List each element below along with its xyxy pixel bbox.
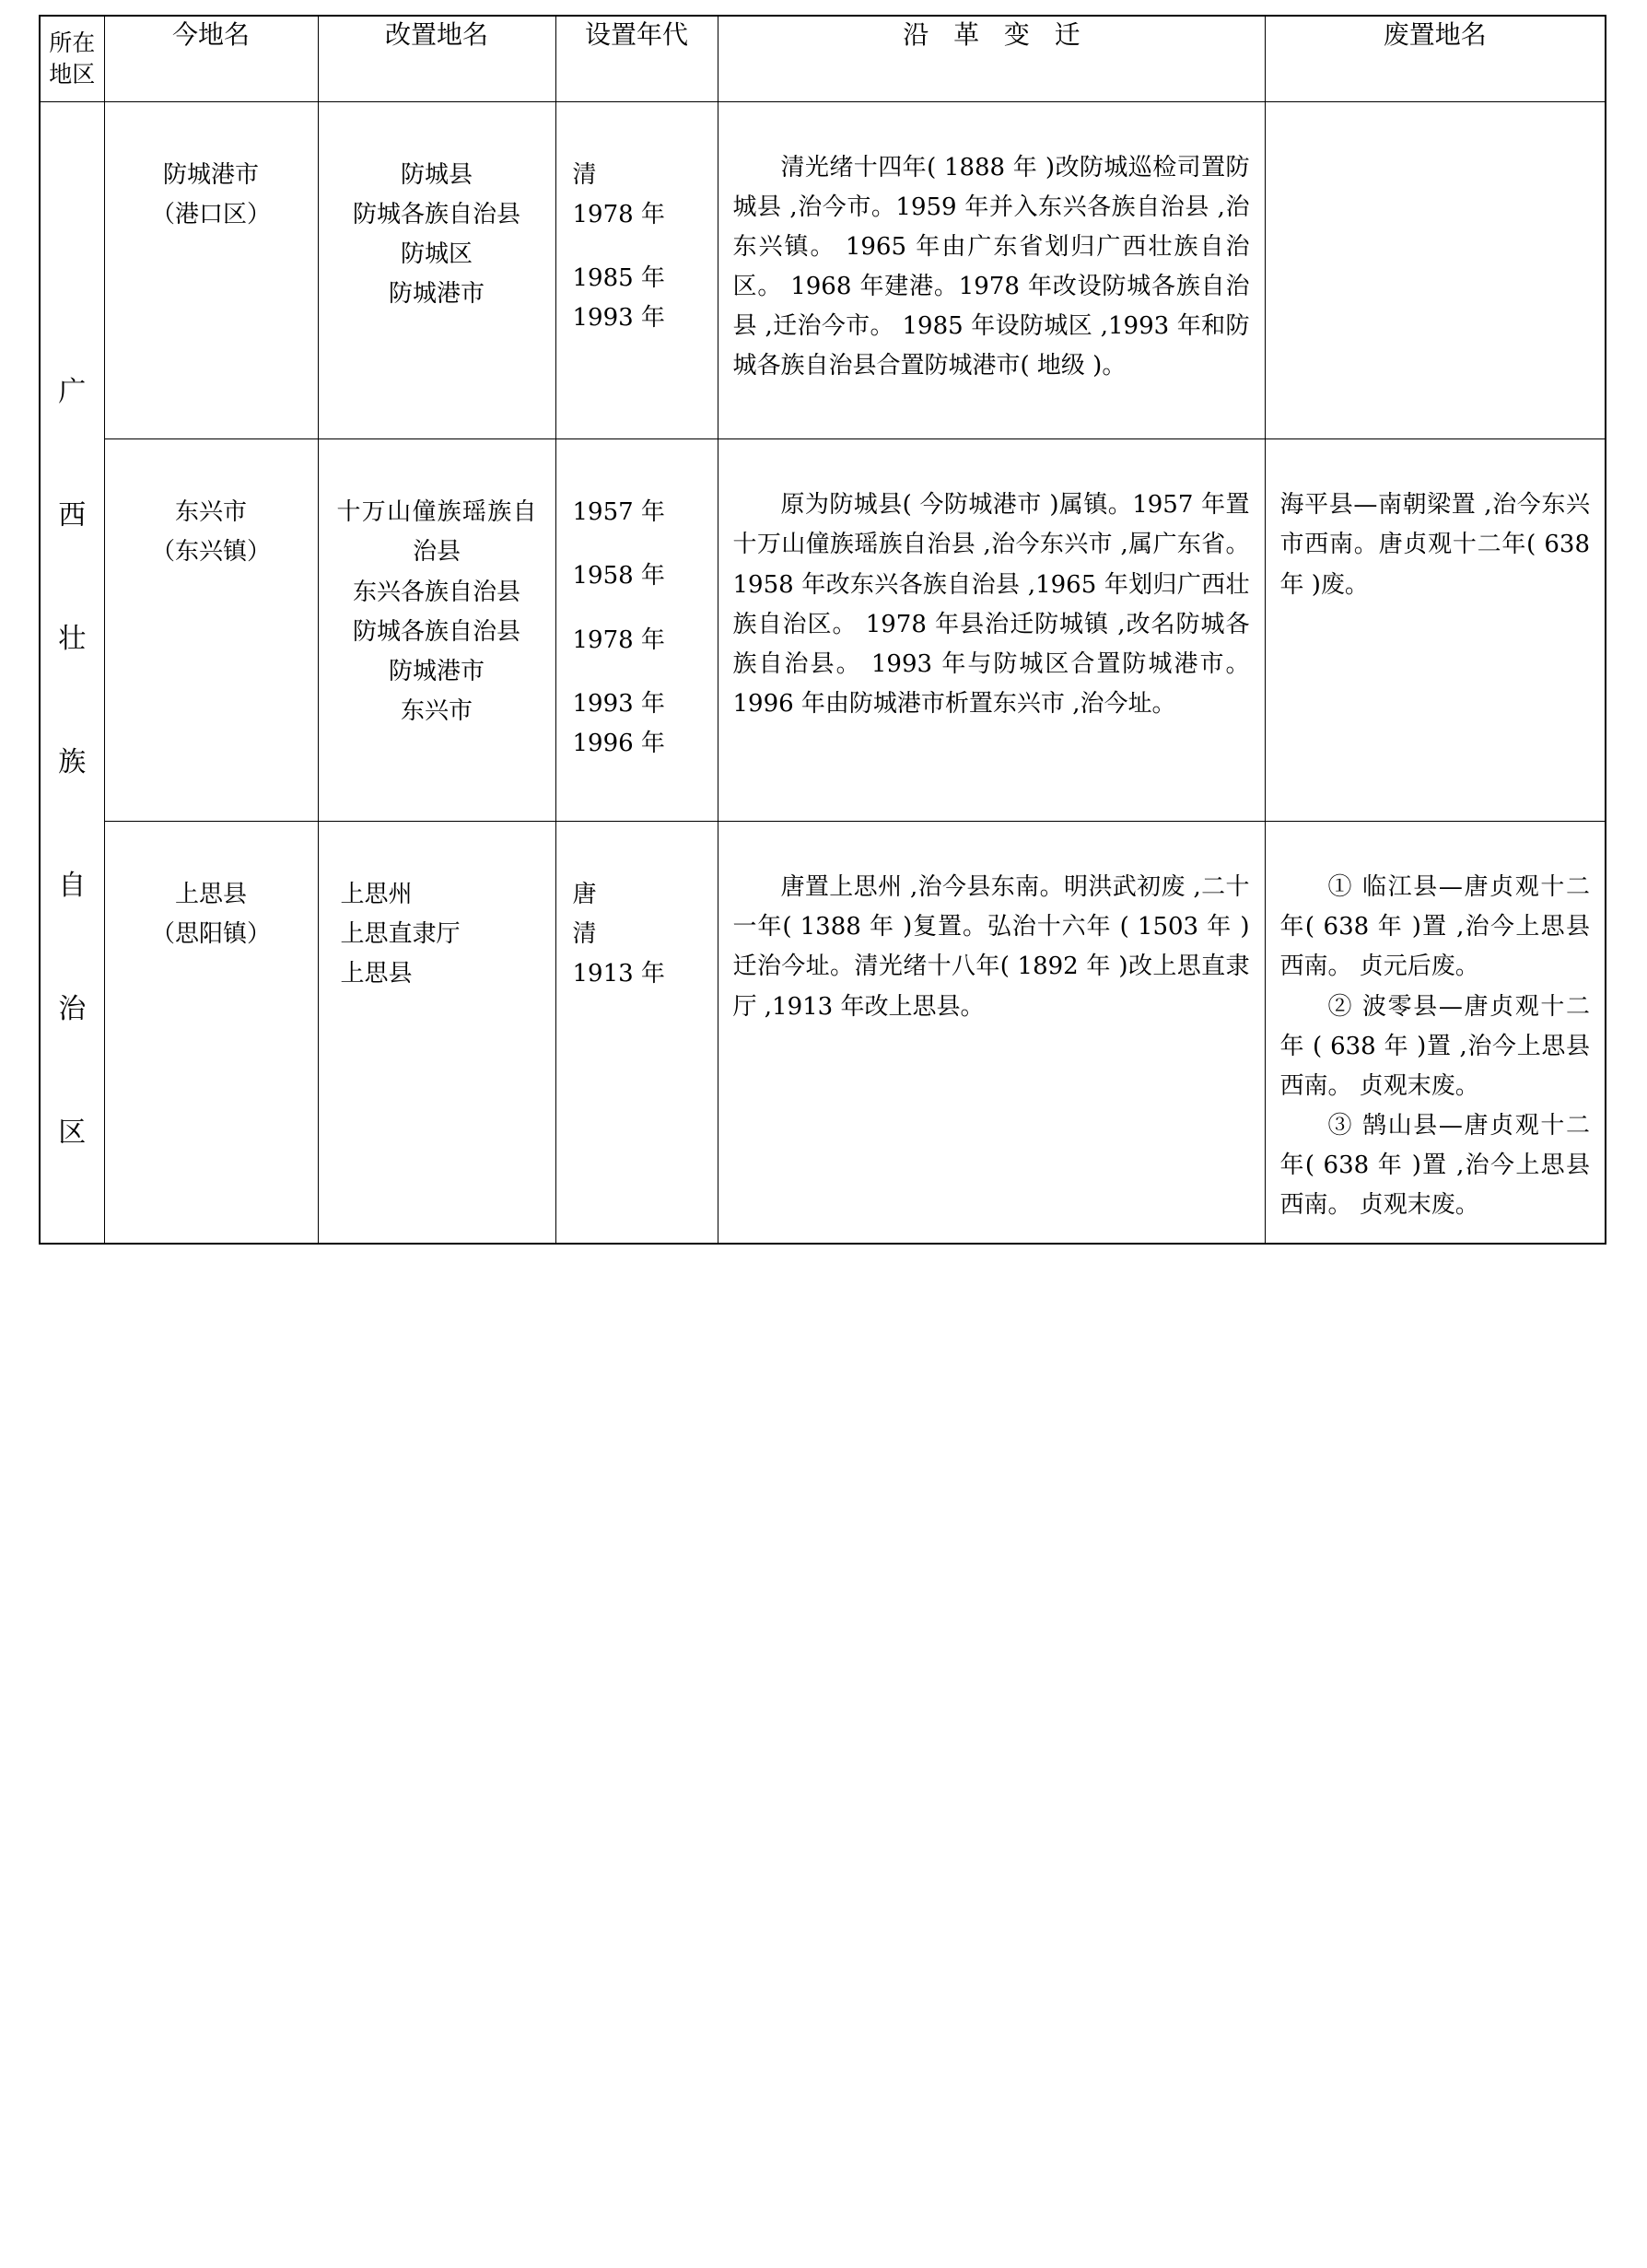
year-line: 清: [572, 160, 597, 189]
history-text: 唐置上思州 ,治今县东南。明洪武初废 ,二十一年( 1388 年 )复置。弘治十六年 ( 1503 年 )迁治今址。清光绪十八年( 1892 年 )改上思直隶厅 ,1913 年改上思县。: [732, 873, 1250, 1021]
gazetteer-table: [39, 15, 1606, 1245]
history-cell: [718, 822, 1265, 1244]
abolished-cell: [1265, 822, 1606, 1244]
renamed-line: 上思州: [340, 881, 413, 909]
column-header-region: [40, 16, 104, 101]
current-name-subline: （思阳镇）: [150, 920, 271, 949]
renamed-line: 防城县: [400, 160, 473, 189]
region-char-0: 广: [58, 375, 87, 408]
abolished-entry: ③ 鹄山县—唐贞观十二年( 638 年 )置 ,治今上思县西南。 贞观末废。: [1279, 1112, 1590, 1220]
column-header-renamed: 改置地名: [318, 16, 555, 101]
year-line: 1957 年: [572, 498, 665, 527]
current-name-cell: [104, 101, 318, 439]
renamed-line: 防城港市: [388, 657, 485, 685]
history-text: 原为防城县( 今防城港市 )属镇。1957 年置十万山僮族瑶族自治县 ,治今东兴市 ,属广东省。1958 年改东兴各族自治县 ,1965 年划归广西壮族自治区。 1978 年县治迁防城镇 ,改名防城各族自治县。 1993 年与防城区合置防城港市。 1996 年由防城港市析置东兴市 ,治今址。: [732, 491, 1250, 719]
abolished-cell: [1265, 101, 1606, 439]
region-char-4: 自: [58, 869, 87, 902]
history-cell: [718, 439, 1265, 822]
region-vertical-label: [41, 102, 104, 1243]
renamed-cell: [318, 101, 555, 439]
year-cell: [555, 822, 718, 1244]
region-char-3: 族: [58, 745, 87, 778]
year-cell: [555, 439, 718, 822]
current-name-line: 上思县: [174, 881, 247, 909]
column-header-history: 沿 革 变 迁: [718, 16, 1265, 101]
year-spacer: [573, 532, 705, 556]
abolished-entry: 海平县—南朝梁置 ,治今东兴市西南。唐贞观十二年( 638 年 )废。: [1279, 491, 1590, 599]
year-line: 1993 年: [572, 303, 665, 332]
column-header-region-line2: 地区: [49, 60, 96, 88]
year-spacer: [573, 661, 705, 684]
column-header-year: 设置年代: [555, 16, 718, 101]
table-body: [40, 101, 1606, 1244]
region-char-5: 治: [58, 992, 87, 1025]
year-line: 1993 年: [572, 689, 665, 718]
year-line: 1985 年: [572, 263, 665, 292]
column-header-abolished: 废置地名: [1265, 16, 1606, 101]
renamed-line: 防城各族自治县: [352, 617, 520, 646]
header-row: [40, 16, 1606, 101]
renamed-line: 十万山僮族瑶族自治县: [336, 498, 537, 567]
renamed-line: 防城港市: [388, 279, 485, 308]
year-line: 1958 年: [572, 562, 665, 590]
renamed-line: 上思直隶厅: [340, 920, 461, 949]
region-char-6: 区: [58, 1116, 87, 1149]
renamed-line: 东兴各族自治县: [352, 578, 520, 606]
abolished-cell: [1265, 439, 1606, 822]
history-cell: [718, 101, 1265, 439]
year-line: 1978 年: [572, 625, 665, 654]
year-line: 1978 年: [572, 200, 665, 228]
table-row: [40, 101, 1606, 439]
year-line: 1913 年: [572, 960, 665, 988]
column-header-region-line1: 所在: [49, 29, 96, 56]
renamed-line: 防城各族自治县: [352, 200, 520, 228]
year-spacer: [573, 597, 705, 621]
year-spacer: [573, 235, 705, 259]
region-vertical-label-cell: [40, 101, 104, 1244]
table-header: [40, 16, 1606, 101]
renamed-line: 防城区: [400, 240, 473, 268]
year-line: 1996 年: [572, 729, 665, 757]
renamed-cell: [318, 439, 555, 822]
current-name-subline: （东兴镇）: [150, 538, 271, 567]
region-char-1: 西: [58, 498, 87, 532]
renamed-line: 上思县: [340, 960, 413, 988]
current-name-subline: （港口区）: [150, 200, 271, 228]
abolished-entry: ② 波零县—唐贞观十二年 ( 638 年 )置 ,治今上思县西南。 贞观末废。: [1279, 992, 1590, 1100]
history-text: 清光绪十四年( 1888 年 )改防城巡检司置防城县 ,治今市。1959 年并入东兴各族自治县 ,治东兴镇。 1965 年由广东省划归广西壮族自治区。 1968 年建港。1978 年改设防城各族自治县 ,迁治今市。 1985 年设防城区 ,1993 年和防城各族自治县合置防城港市( 地级 )。: [732, 153, 1250, 380]
year-line: 唐: [572, 881, 597, 909]
abolished-entry: ① 临江县—唐贞观十二年( 638 年 )置 ,治今上思县西南。 贞元后废。: [1279, 873, 1590, 981]
region-char-2: 壮: [58, 622, 87, 655]
current-name-cell: [104, 439, 318, 822]
current-name-line: 东兴市: [174, 498, 247, 527]
year-line: 清: [572, 920, 597, 949]
table-row: [40, 822, 1606, 1244]
year-cell: [555, 101, 718, 439]
renamed-line: 东兴市: [400, 697, 473, 726]
current-name-cell: [104, 822, 318, 1244]
renamed-cell: [318, 822, 555, 1244]
current-name-line: 防城港市: [162, 160, 259, 189]
column-header-current-name: 今地名: [104, 16, 318, 101]
table-row: [40, 439, 1606, 822]
